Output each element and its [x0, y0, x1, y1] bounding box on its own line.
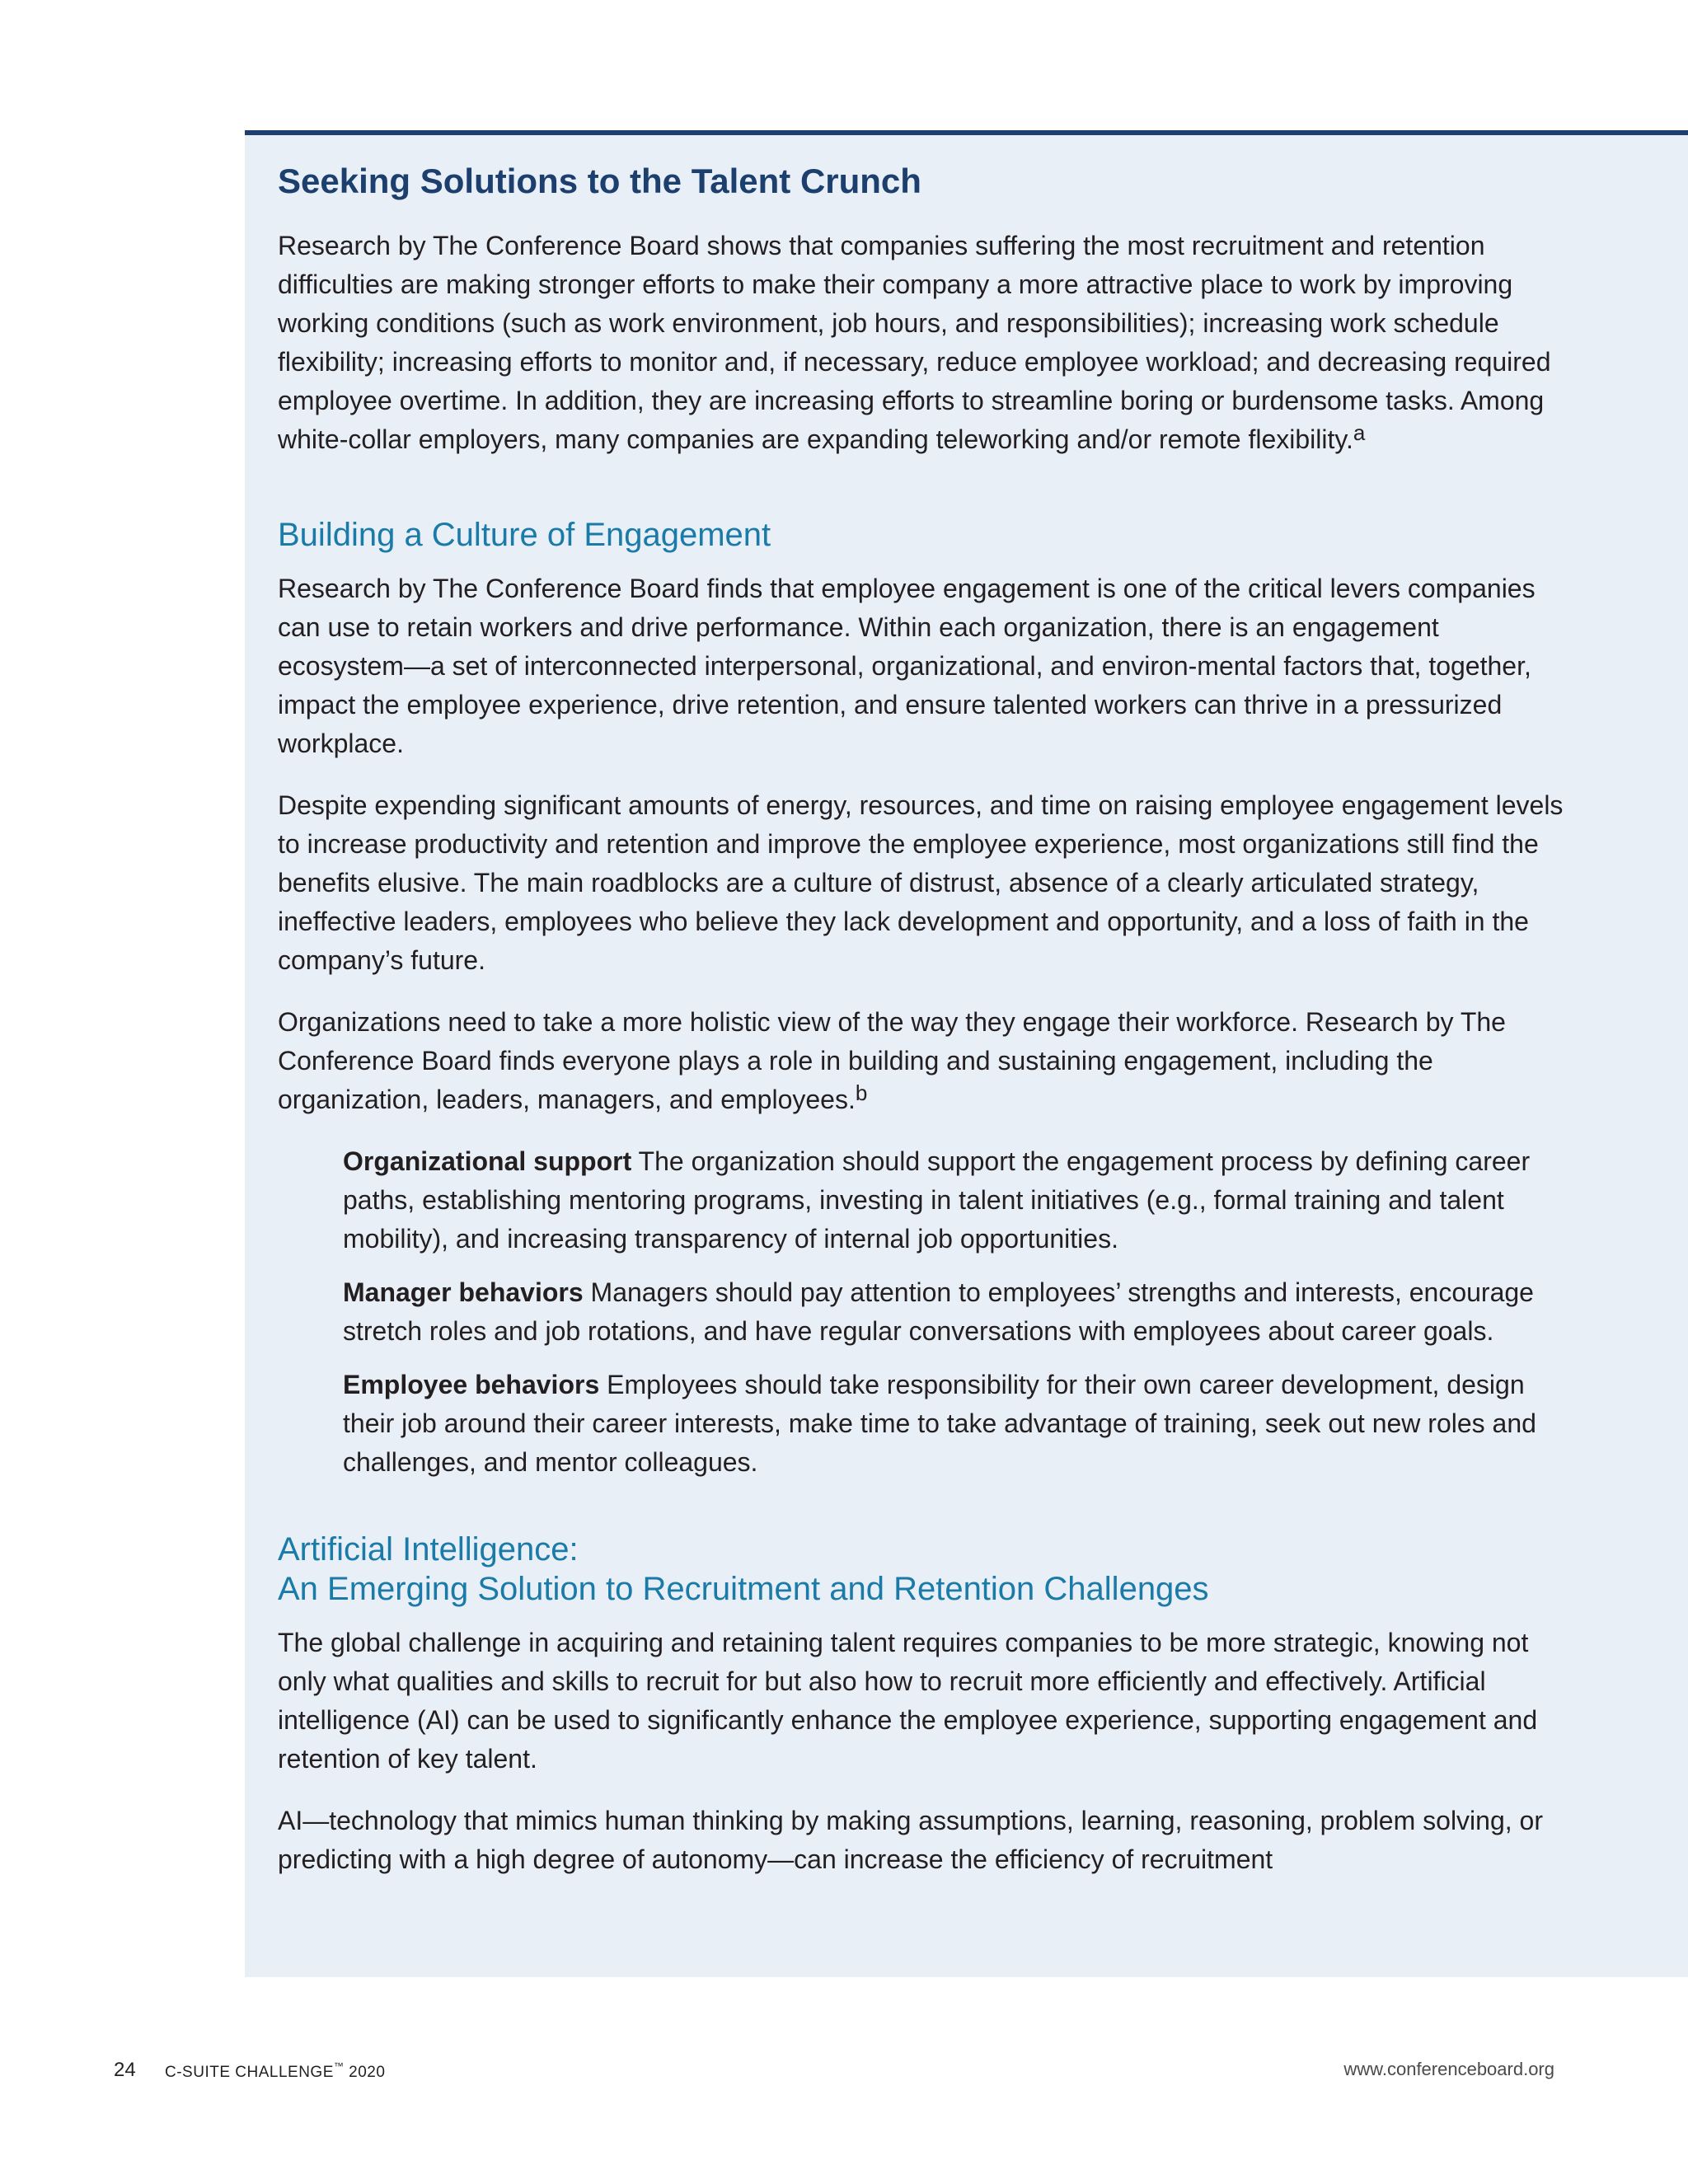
box-content	[278, 160, 1564, 1902]
section-heading-ai-line2: An Emerging Solution to Recruitment and Retention Challenges	[278, 1570, 1209, 1607]
website-link[interactable]: www.conferenceboard.org	[1343, 2059, 1554, 2079]
list-item	[343, 1142, 1564, 1258]
list-item-text: Managers should pay attention to employees’ strengths and interests, encourage stretch roles and job rotations, and have regular conversations with employees about career goals.	[343, 1277, 1534, 1346]
trademark-mark: ™	[333, 2060, 345, 2072]
footnote-marker-a: a	[1353, 419, 1366, 445]
page-number: 24	[114, 2059, 136, 2081]
list-item-text: Employees should take responsibility for their own career development, design their job around their career interests, make time to take advantage of training, seek out new roles and challenges, and mentor colleagues.	[343, 1369, 1536, 1477]
section-heading-engagement: Building a Culture of Engagement	[278, 516, 771, 553]
page-footer	[0, 2059, 1688, 2092]
publication-name: C-SUITE CHALLENGE	[165, 2064, 334, 2081]
list-item-lead: Organizational support	[343, 1146, 632, 1176]
section-heading-ai	[278, 1530, 1564, 1609]
publication-title	[165, 2060, 385, 2082]
sidebar-box	[245, 130, 1688, 1977]
intro-paragraph	[278, 227, 1564, 459]
section-heading-ai-line1: Artificial Intelligence:	[278, 1530, 579, 1568]
list-item-text: The organization should support the engagement process by defining career paths, establishing mentoring programs, investing in talent initiatives (e.g., formal training and talent mobility), and increasing transparency of internal job opportunities.	[343, 1146, 1531, 1254]
intro-text: Research by The Conference Board shows that companies suffering the most recruitment and retention difficulties are making stronger efforts to make their company a more attractive place to work by improving working conditions (such as work environment, job hours, and responsibilities); increasing work schedule flexibility; increasing efforts to monitor and, if necessary, reduce employee workload; and decreasing required employee overtime. In addition, they are increasing efforts to streamline boring or burdensome tasks. Among white-collar employers, many companies are expanding teleworking and/or remote flexibility.	[278, 230, 1551, 454]
ai-paragraph-1: The global challenge in acquiring and retaining talent requires companies to be more strategic, knowing not only what qualities and skills to recruit for but also how to recruit more efficiently and effectively. Artificial intelligence (AI) can be used to significantly enhance the employee experience, supporting engagement and retention of key talent.	[278, 1627, 1538, 1774]
engagement-paragraph-3-text: Organizations need to take a more holistic view of the way they engage their workforce. Research by The Conference Board finds everyone plays a role in building and sustaining engagement, including the organization, leaders, managers, and employees.	[278, 1006, 1506, 1114]
footnote-marker-b: b	[855, 1080, 868, 1105]
box-title: Seeking Solutions to the Talent Crunch	[278, 162, 921, 200]
engagement-paragraph-1: Research by The Conference Board finds that employee engagement is one of the critical levers companies can use to retain workers and drive performance. Within each organization, there is an engagement ecosystem—a set of interconnected interpersonal, organizational, and environ-mental factors that, together, impact the employee experience, drive retention, and ensure talented workers can thrive in a pressurized workplace.	[278, 573, 1536, 758]
engagement-paragraph-2: Despite expending significant amounts of energy, resources, and time on raising employee engagement levels to increase productivity and retention and improve the employee experience, most organizations still find the benefits elusive. The main roadblocks are a culture of distrust, absence of a clearly articulated strategy, ineffective leaders, employees who believe they lack development and opportunity, and a loss of faith in the company’s future.	[278, 790, 1564, 975]
list-item-lead: Manager behaviors	[343, 1277, 584, 1307]
ai-paragraph-2: AI—technology that mimics human thinking by making assumptions, learning, reasoning, problem solving, or predicting with a high degree of autonomy—can increase the efficiency of recruitment	[278, 1805, 1543, 1874]
list-item	[343, 1273, 1564, 1351]
list-item	[343, 1366, 1564, 1482]
engagement-roles-list	[343, 1142, 1564, 1482]
list-item-lead: Employee behaviors	[343, 1369, 600, 1399]
engagement-paragraph-3	[278, 1003, 1564, 1119]
publication-year: 2020	[344, 2064, 386, 2081]
